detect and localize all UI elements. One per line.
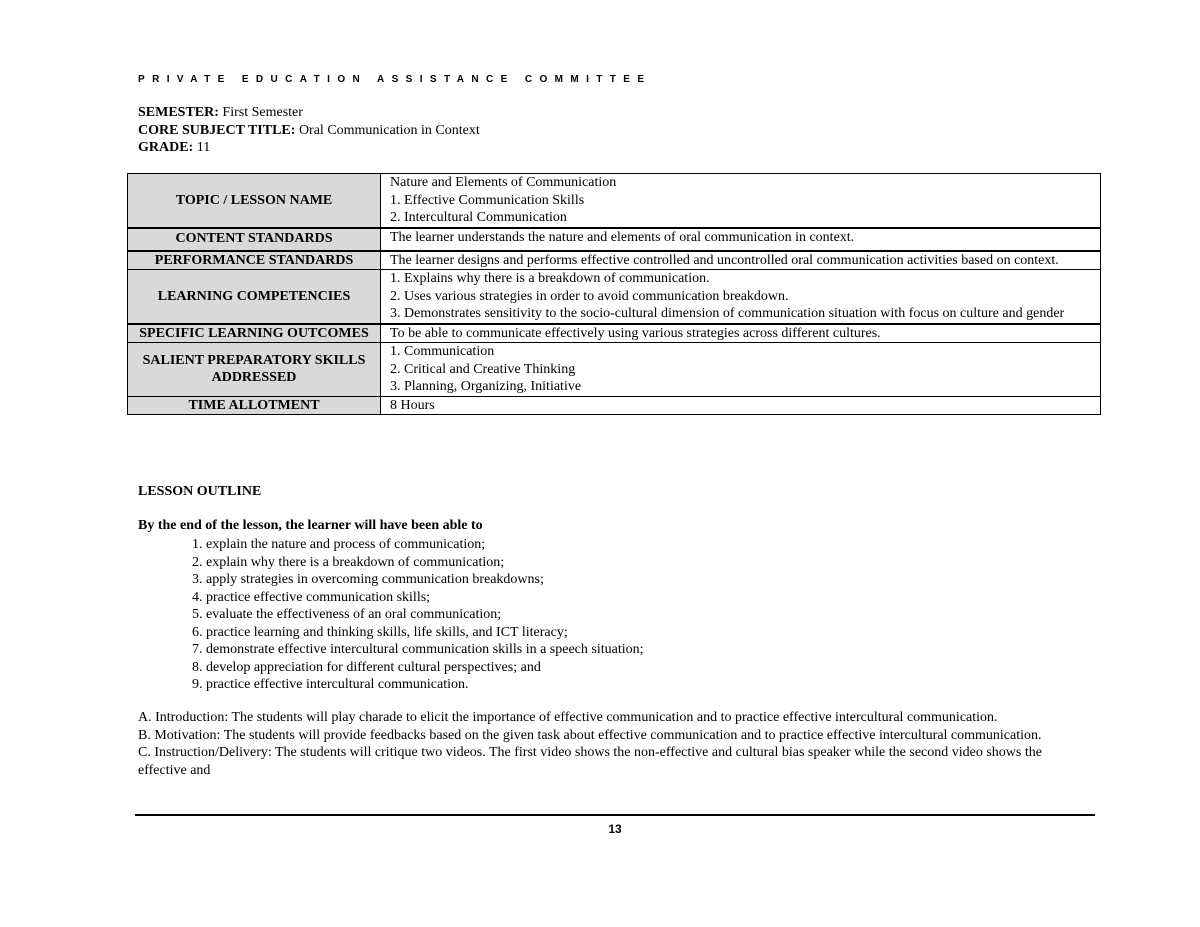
content-standards-label: CONTENT STANDARDS xyxy=(128,228,381,251)
topic-line: 1. Effective Communication Skills xyxy=(390,192,585,208)
table-row xyxy=(128,343,1101,397)
list-item: 3. apply strategies in overcoming communication breakdowns; xyxy=(192,572,544,587)
table-row xyxy=(128,251,1101,270)
table-row xyxy=(128,228,1101,251)
time-allotment-label: TIME ALLOTMENT xyxy=(128,396,381,415)
topic-line: 2. Intercultural Communication xyxy=(390,210,567,225)
list-item: 8. develop appreciation for different cultural perspectives; and xyxy=(192,659,541,675)
semester-value: First Semester xyxy=(222,105,303,120)
section-instruction: C. Instruction/Delivery: The students will critique two videos. The first video shows the non-effective and cultural bias speaker while the second video shows the effective and xyxy=(138,745,1042,778)
section-motivation: B. Motivation: The students will provide feedbacks based on the given task about effective communication and to practice effective intercultural communication. xyxy=(138,727,1042,743)
topic-label: TOPIC / LESSON NAME xyxy=(128,174,381,228)
list-item: 5. evaluate the effectiveness of an oral communication; xyxy=(192,607,502,622)
time-allotment-value: 8 Hours xyxy=(381,396,1101,415)
competency-line: 3. Demonstrates sensitivity to the socio-cultural dimension of communication situation with focus on culture and gender xyxy=(390,306,1065,321)
content-standards-value: The learner understands the nature and elements of oral communication in context. xyxy=(381,228,1101,251)
topic-line: Nature and Elements of Communication xyxy=(390,175,617,190)
footer-divider xyxy=(135,814,1095,816)
table-row xyxy=(128,396,1101,415)
list-item: 7. demonstrate effective intercultural communication skills in a speech situation; xyxy=(192,642,644,657)
lesson-info-table xyxy=(127,173,1101,415)
learning-competencies-label: LEARNING COMPETENCIES xyxy=(128,270,381,324)
performance-standards-value: The learner designs and performs effective controlled and uncontrolled oral communication activities based on context. xyxy=(381,251,1101,270)
section-introduction: A. Introduction: The students will play charade to elicit the importance of effective communication and to practice effective intercultural communication. xyxy=(138,710,998,725)
page-number: 13 xyxy=(608,822,622,836)
list-item: 6. practice learning and thinking skills, life skills, and ICT literacy; xyxy=(192,624,568,640)
semester-label: SEMESTER: xyxy=(138,105,219,120)
list-item: 1. explain the nature and process of communication; xyxy=(192,537,486,552)
specific-outcomes-value: To be able to communicate effectively using various strategies across different cultures. xyxy=(381,324,1101,343)
list-item: 9. practice effective intercultural communication. xyxy=(192,677,469,692)
topic-value xyxy=(381,174,1101,228)
competency-line: 1. Explains why there is a breakdown of communication. xyxy=(390,271,710,286)
list-item: 4. practice effective communication skills; xyxy=(192,589,431,605)
subject-label: CORE SUBJECT TITLE: xyxy=(138,122,296,138)
lesson-outline-title: LESSON OUTLINE xyxy=(138,484,262,499)
learning-competencies-value xyxy=(381,270,1101,324)
subject-line xyxy=(138,122,480,140)
grade-value: 11 xyxy=(196,140,211,155)
table-row xyxy=(128,324,1101,343)
skill-line: 1. Communication xyxy=(390,344,495,359)
performance-standards-label: PERFORMANCE STANDARDS xyxy=(128,251,381,270)
table-row xyxy=(128,270,1101,324)
subject-value: Oral Communication in Context xyxy=(298,122,480,138)
objectives-list xyxy=(192,536,644,694)
salient-skills-value xyxy=(381,343,1101,397)
list-item: 2. explain why there is a breakdown of communication; xyxy=(192,554,505,570)
grade-label: GRADE: xyxy=(138,140,194,155)
salient-skills-label: SALIENT PREPARATORY SKILLS ADDRESSED xyxy=(128,343,381,397)
skill-line: 2. Critical and Creative Thinking xyxy=(390,361,576,377)
course-meta xyxy=(138,104,480,157)
organization-header: PRIVATE EDUCATION ASSISTANCE COMMITTEE xyxy=(138,74,652,85)
specific-outcomes-label: SPECIFIC LEARNING OUTCOMES xyxy=(128,324,381,343)
competency-line: 2. Uses various strategies in order to avoid communication breakdown. xyxy=(390,288,789,304)
lesson-sections xyxy=(138,709,1078,779)
table-row xyxy=(128,174,1101,228)
skill-line: 3. Planning, Organizing, Initiative xyxy=(390,379,582,394)
grade-line xyxy=(138,139,480,157)
objectives-lead: By the end of the lesson, the learner will have been able to xyxy=(138,518,483,533)
semester-line xyxy=(138,104,480,122)
